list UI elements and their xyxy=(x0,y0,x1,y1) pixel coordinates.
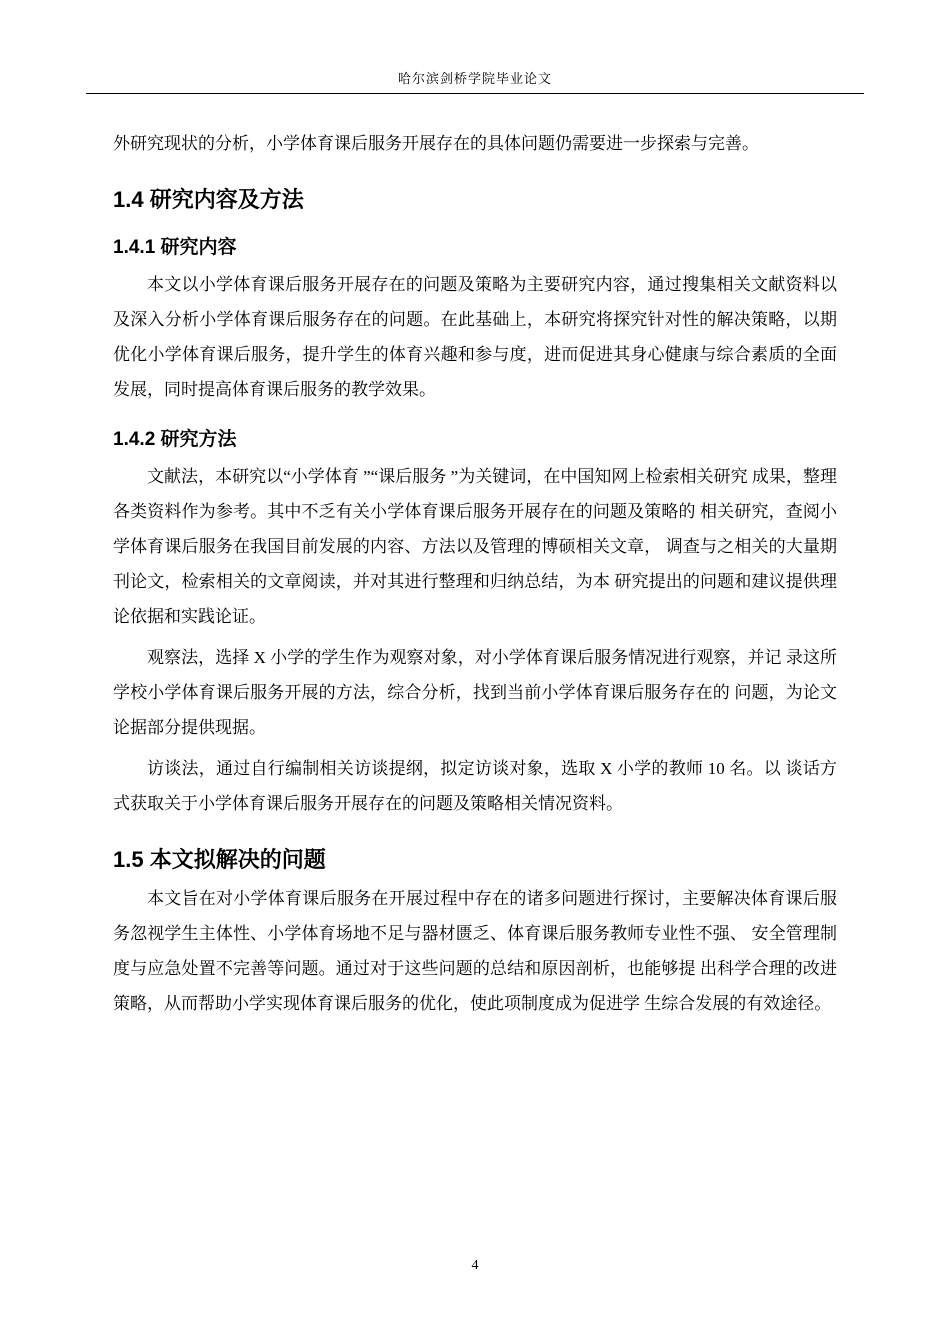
page-footer xyxy=(0,1256,950,1274)
document-body xyxy=(0,94,950,1021)
paragraph-problems-to-solve: 本文旨在对小学体育课后服务在开展过程中存在的诸多问题进行探讨，主要解决体育课后服务忽视学生主体性、小学体育场地不足与器材匮乏、体育课后服务教师专业性不强、 安全管理制度与应急处置不完善等问题。通过对于这些问题的总结和原因剖析，也能够提 出科学合理的改进策略，从而帮助小学实现体育课后服务的优化，使此项制度成为促进学 生综合发展的有效途径。 xyxy=(113,889,837,1013)
paragraph-literature-method: 文献法，本研究以“小学体育 ”“课后服务 ”为关键词，在中国知网上检索相关研究 成果，整理各类资料作为参考。其中不乏有关小学体育课后服务开展存在的问题及策略的 相关研究，查阅小学体育课后服务在我国目前发展的内容、方法以及管理的博硕相关文章， 调查与之相关的大量期刊论文，检索相关的文章阅读，并对其进行整理和归纳总结，为本 研究提出的问题和建议提供理论依据和实践论证。 xyxy=(113,467,837,626)
page-header xyxy=(0,0,950,94)
header-title: 哈尔滨剑桥学院毕业论文 xyxy=(397,71,552,86)
paragraph-intro: 外研究现状的分析，小学体育课后服务开展存在的具体问题仍需要进一步探索与完善。 xyxy=(113,134,759,153)
heading-section-1-4-2: 1.4.2 研究方法 xyxy=(113,429,237,450)
heading-section-1-4: 1.4 研究内容及方法 xyxy=(113,187,304,212)
heading-section-1-4-1: 1.4.1 研究内容 xyxy=(113,237,237,258)
heading-section-1-5: 1.5 本文拟解决的问题 xyxy=(113,847,326,872)
paragraph-research-content: 本文以小学体育课后服务开展存在的问题及策略为主要研究内容，通过搜集相关文献资料以及深入分析小学体育课后服务存在的问题。在此基础上，本研究将探究针对性的解决策略，以期优化小学体育课后服务，提升学生的体育兴趣和参与度，进而促进其身心健康与综合素质的全面发展，同时提高体育课后服务的教学效果。 xyxy=(113,275,837,399)
page-number: 4 xyxy=(471,1258,479,1273)
paragraph-interview-method: 访谈法，通过自行编制相关访谈提纲，拟定访谈对象，选取 X 小学的教师 10 名。以 谈话方式获取关于小学体育课后服务开展存在的问题及策略相关情况资料。 xyxy=(113,759,837,813)
paragraph-observation-method: 观察法，选择 X 小学的学生作为观察对象，对小学体育课后服务情况进行观察，并记 录这所学校小学体育课后服务开展的方法，综合分析，找到当前小学体育课后服务存在的 问题，为论文论据部分提供现据。 xyxy=(113,648,837,737)
